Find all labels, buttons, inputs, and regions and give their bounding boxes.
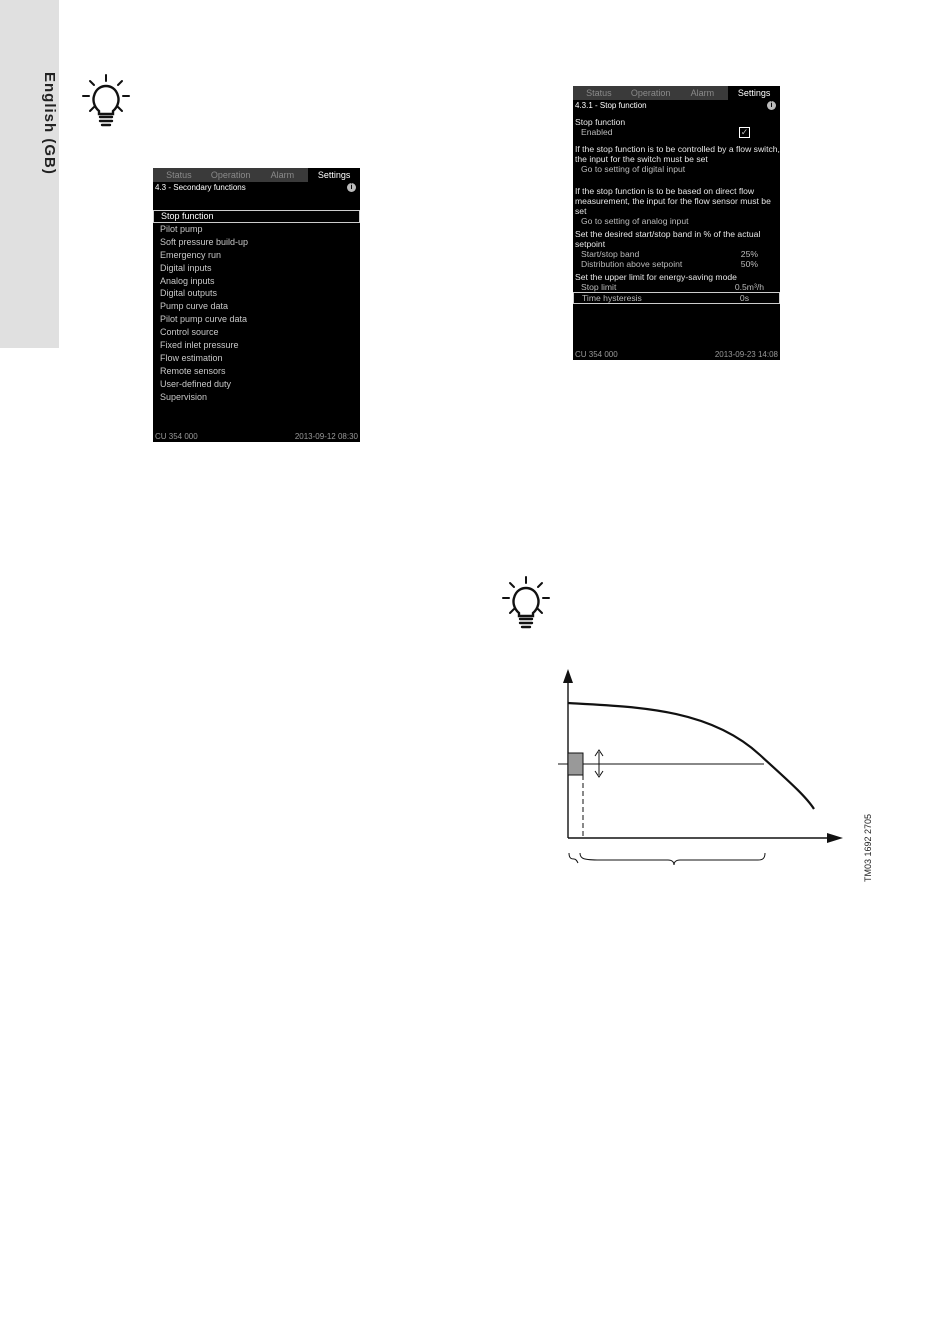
x-axis-arrow xyxy=(827,833,843,843)
menu-item-supervision[interactable]: Supervision xyxy=(160,391,208,402)
distribution-value: 50% xyxy=(740,259,758,269)
menu-item-soft-pressure-build-up[interactable]: Soft pressure build-up xyxy=(160,236,249,247)
time-hysteresis-value: 0s xyxy=(739,293,749,303)
screen2-title-text: 4.3.1 - Stop function xyxy=(575,101,647,110)
tab-alarm[interactable]: Alarm xyxy=(257,168,309,182)
screen2-title xyxy=(573,100,780,111)
tab-status[interactable]: Status xyxy=(573,86,625,100)
screen2-footer xyxy=(573,350,780,360)
check-icon[interactable]: ✓ xyxy=(740,127,749,137)
info-icon[interactable]: i xyxy=(767,101,776,110)
menu-item-control-source[interactable]: Control source xyxy=(160,327,219,338)
screen1-timestamp: 2013-09-12 08:30 xyxy=(294,432,358,441)
stop-limit-value: 0.5m³/h xyxy=(734,282,764,292)
distribution-label: Distribution above setpoint xyxy=(581,259,683,269)
menu-item-digital-inputs[interactable]: Digital inputs xyxy=(160,262,212,273)
info-icon[interactable]: i xyxy=(347,183,356,192)
pump-curve-diagram xyxy=(550,665,850,875)
tab-alarm[interactable]: Alarm xyxy=(677,86,729,100)
menu-item-analog-inputs[interactable]: Analog inputs xyxy=(160,275,215,286)
controller-screen-secondary-functions xyxy=(153,168,360,442)
start-stop-band-label: Start/stop band xyxy=(581,249,640,259)
language-label: English (GB) xyxy=(41,72,58,175)
enabled-row[interactable] xyxy=(573,127,780,138)
tab-status[interactable]: Status xyxy=(153,168,205,182)
menu-item-digital-outputs[interactable]: Digital outputs xyxy=(160,288,218,299)
flow-switch-text: If the stop function is to be controlled by a flow switch, the input for the switch must be set xyxy=(575,144,780,164)
screen2-unit-id: CU 354 000 xyxy=(575,350,618,359)
analog-input-link[interactable]: Go to setting of analog input xyxy=(581,216,689,226)
stop-limit-label: Stop limit xyxy=(581,282,617,292)
upper-limit-text: Set the upper limit for energy-saving mode xyxy=(575,272,737,282)
time-hysteresis-label: Time hysteresis xyxy=(582,293,642,303)
screen2-tabs xyxy=(573,86,780,100)
secondary-functions-menu xyxy=(153,210,360,403)
screen1-tabs xyxy=(153,168,360,182)
menu-item-flow-estimation[interactable]: Flow estimation xyxy=(160,352,223,363)
menu-item-stop-function[interactable]: Stop function xyxy=(153,210,360,223)
menu-item-emergency-run[interactable]: Emergency run xyxy=(160,249,222,260)
brace-stop-zone xyxy=(569,853,578,863)
y-axis-arrow xyxy=(563,669,573,683)
start-stop-band-row[interactable] xyxy=(573,249,780,259)
stop-function-heading: Stop function xyxy=(575,117,626,127)
menu-item-user-defined-duty[interactable]: User-defined duty xyxy=(160,378,232,389)
figure-code: TM03 1692 2705 xyxy=(863,813,873,882)
menu-item-fixed-inlet-pressure[interactable]: Fixed inlet pressure xyxy=(160,340,239,351)
tab-settings[interactable]: Settings xyxy=(728,86,780,100)
lightbulb-tip-icon xyxy=(80,74,132,128)
brace-run-zone xyxy=(580,853,765,865)
screen1-title xyxy=(153,182,360,193)
language-sidebar xyxy=(0,0,59,348)
screen1-footer xyxy=(153,432,360,442)
menu-item-pump-curve-data[interactable]: Pump curve data xyxy=(160,301,229,312)
menu-item-pilot-pump-curve-data[interactable]: Pilot pump curve data xyxy=(160,314,248,325)
controller-screen-stop-function xyxy=(573,86,780,360)
start-stop-band-value: 25% xyxy=(740,249,758,259)
menu-item-remote-sensors[interactable]: Remote sensors xyxy=(160,365,226,376)
enabled-label: Enabled xyxy=(581,127,613,137)
tab-operation[interactable]: Operation xyxy=(625,86,677,100)
tab-operation[interactable]: Operation xyxy=(205,168,257,182)
menu-item-pilot-pump[interactable]: Pilot pump xyxy=(160,224,203,234)
flow-measurement-text: If the stop function is to be based on direct flow measurement, the input for the flow sensor must be set xyxy=(575,186,771,216)
band-text: Set the desired start/stop band in % of the actual setpoint xyxy=(575,229,761,249)
digital-input-link[interactable]: Go to setting of digital input xyxy=(581,164,686,174)
pump-curve xyxy=(568,703,814,809)
time-hysteresis-row[interactable] xyxy=(573,292,780,304)
start-stop-band-box xyxy=(568,753,583,775)
lightbulb-tip-icon xyxy=(500,576,552,630)
stop-limit-row[interactable] xyxy=(573,282,780,292)
screen1-title-text: 4.3 - Secondary functions xyxy=(155,183,246,192)
tab-settings[interactable]: Settings xyxy=(308,168,360,182)
distribution-row[interactable] xyxy=(573,259,780,269)
screen1-unit-id: CU 354 000 xyxy=(155,432,198,441)
screen2-timestamp: 2013-09-23 14:08 xyxy=(714,350,778,359)
